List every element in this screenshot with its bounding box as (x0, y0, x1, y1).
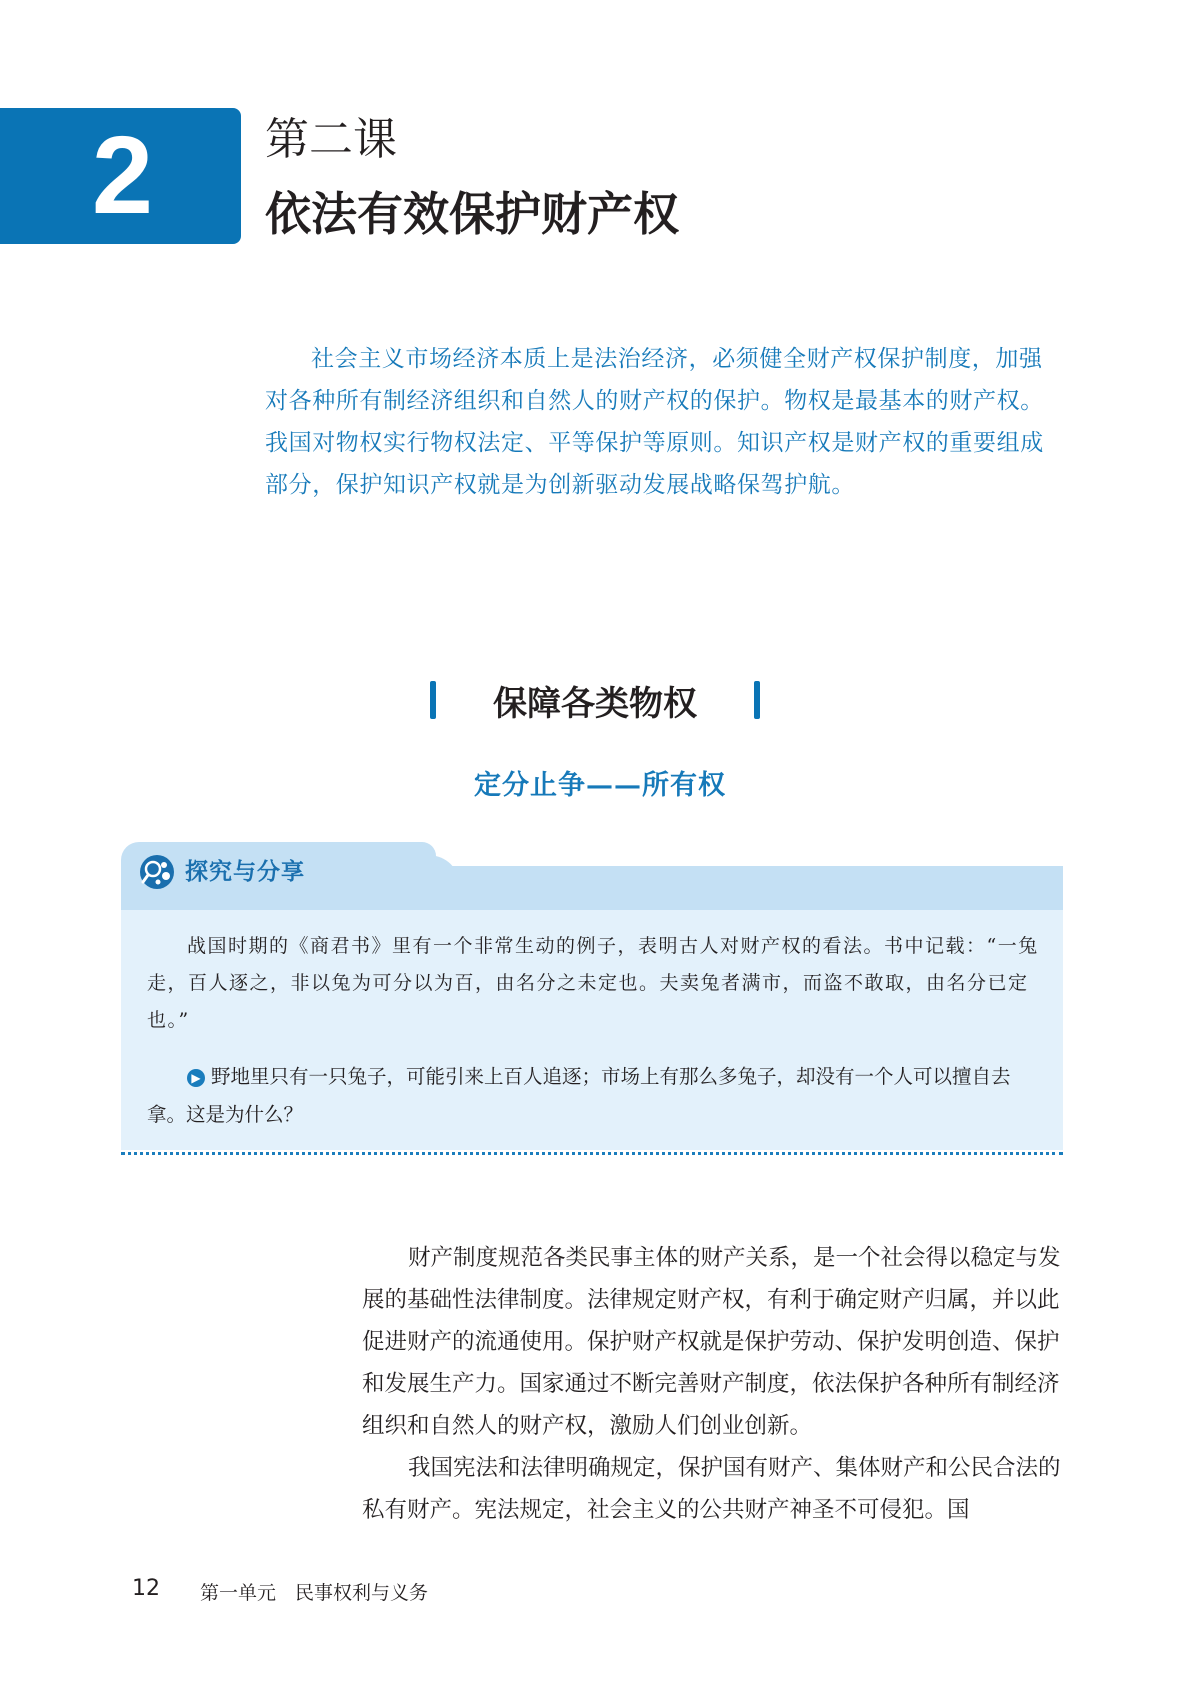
section-bar-left (430, 681, 436, 719)
magnifier-bubbles-icon (139, 854, 175, 890)
body-paragraph: 我国宪法和法律明确规定，保护国有财产、集体财产和公民合法的私有财产。宪法规定，社会主义的公共财产神圣不可侵犯。国 (362, 1455, 1061, 1523)
arrow-right-circle-icon: ▶ (187, 1069, 205, 1087)
page-number: 12 (132, 1576, 160, 1601)
section-title: 保障各类物权 (493, 683, 697, 724)
lesson-label: 第二课 (265, 114, 397, 165)
explore-quote: 战国时期的《商君书》里有一个非常生动的例子，表明古人对财产权的看法。书中记载：“一兔走，百人逐之，非以兔为可分以为百，由名分之未定也。夫卖兔者满市，而盗不敢取，由名分已定也。” (147, 935, 1039, 1031)
body-paragraph: 财产制度规范各类民事主体的财产关系，是一个社会得以稳定与发展的基础性法律制度。法律规定财产权，有利于确定财产归属，并以此促进财产的流通使用。保护财产权就是保护劳动、保护发明创造、保护和发展生产力。国家通过不断完善财产制度，依法保护各种所有制经济组织和自然人的财产权，激励人们创业创新。 (362, 1245, 1061, 1439)
lesson-title: 依法有效保护财产权 (265, 187, 679, 241)
body-text (362, 1237, 1065, 1531)
explore-question-text: 野地里只有一只兔子，可能引来上百人追逐；市场上有那么多兔子，却没有一个人可以擅自去拿。这是为什么？ (147, 1065, 1011, 1126)
section-heading (430, 675, 760, 725)
subsection-title: 定分止争——所有权 (474, 770, 726, 801)
explore-label: 探究与分享 (185, 859, 305, 885)
explore-question (147, 1058, 1043, 1134)
section-bar-right (754, 681, 760, 719)
footer-unit-title: 第一单元 民事权利与义务 (200, 1582, 429, 1604)
explore-dotted-divider (121, 1152, 1063, 1155)
lesson-number-badge: 2 (0, 108, 241, 244)
explore-and-share-box (121, 842, 1063, 1152)
lesson-introduction: 社会主义市场经济本质上是法治经济，必须健全财产权保护制度，加强对各种所有制经济组织和自然人的财产权的保护。物权是最基本的财产权。我国对物权实行物权法定、平等保护等原则。知识产权是财产权的重要组成部分，保护知识产权就是为创新驱动发展战略保驾护航。 (265, 346, 1044, 498)
